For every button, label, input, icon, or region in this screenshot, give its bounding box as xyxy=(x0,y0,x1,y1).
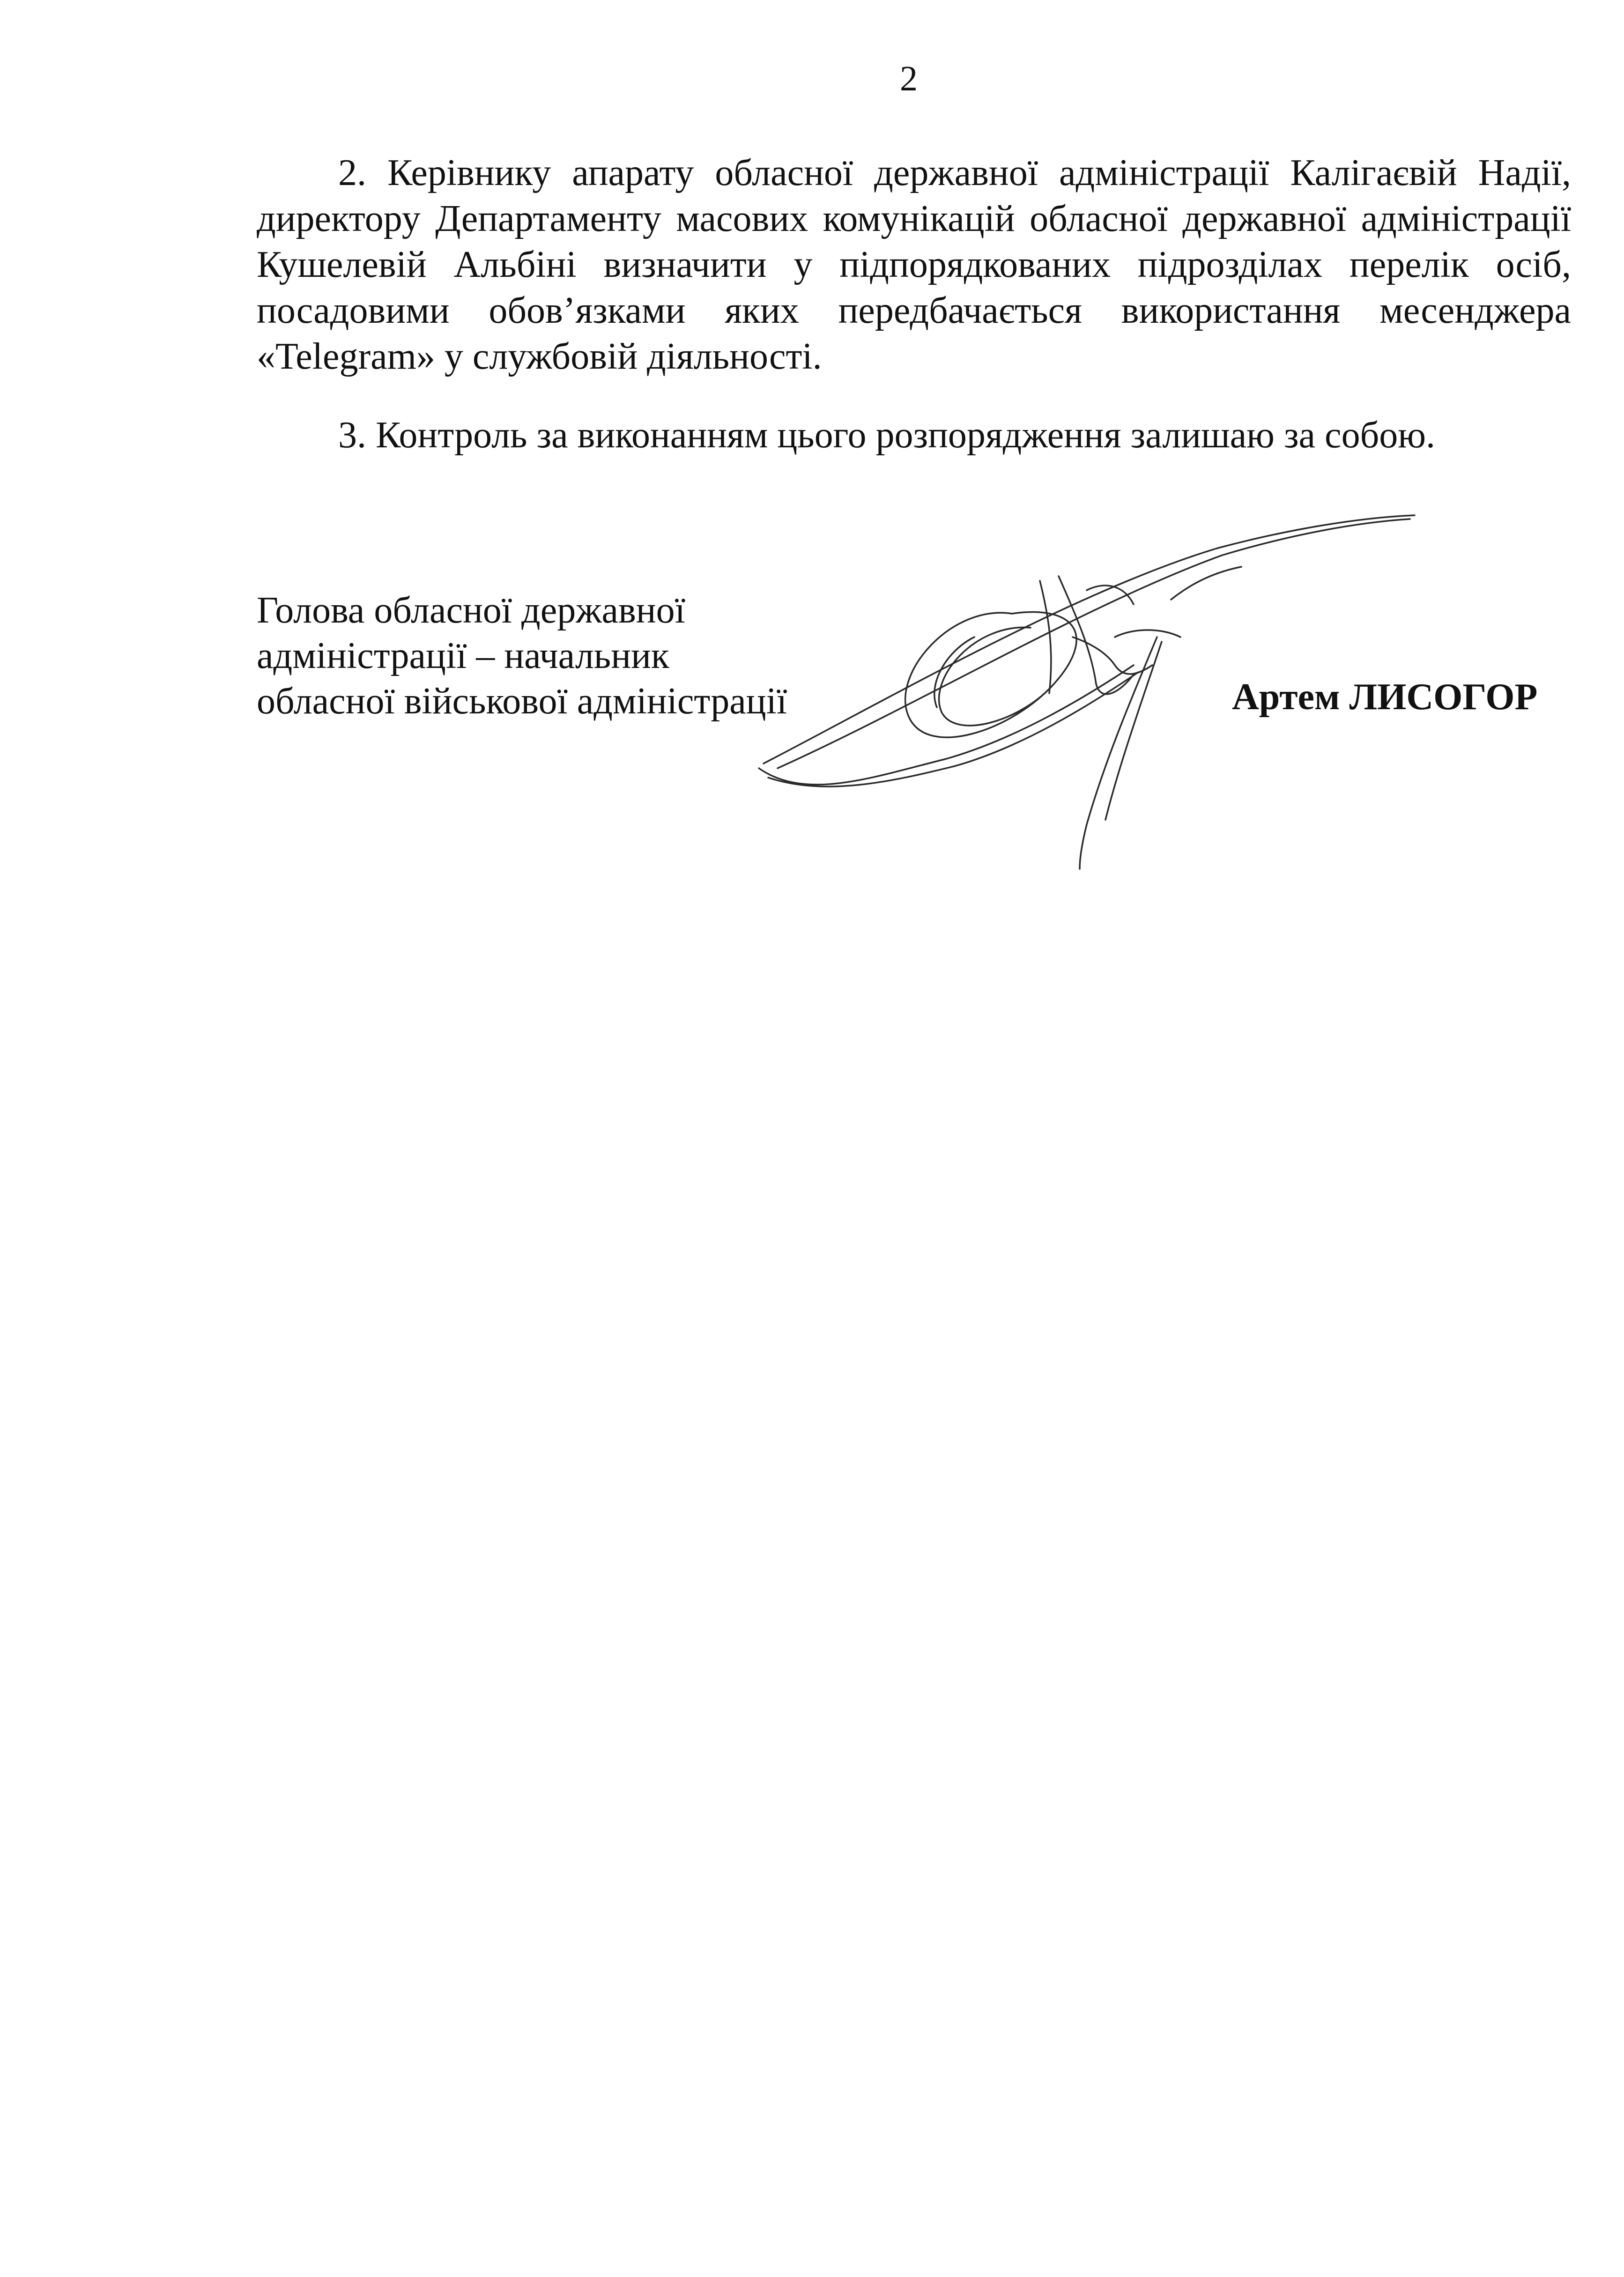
signatory-position xyxy=(257,588,787,724)
signer-name: Артем ЛИСОГОР xyxy=(1232,676,1538,718)
position-line: Голова обласної державної xyxy=(257,590,685,631)
paragraph-line: 3. Контроль за виконанням цього розпорядження залишаю за собою. xyxy=(338,415,1436,456)
paragraph-line: директору Департаменту масових комунікацій обласної державної адміністрації xyxy=(257,198,1571,239)
paragraph-line: «Telegram» у службовій діяльності. xyxy=(257,336,822,377)
paragraph-line: посадовими обов’язками яких передбачається використання месенджера xyxy=(257,290,1571,331)
page-number: 2 xyxy=(900,59,918,98)
paragraph-3 xyxy=(257,412,1571,458)
paragraph-line: Кушелевій Альбіні визначити у підпорядкованих підрозділах перелік осіб, xyxy=(257,244,1571,285)
position-line: обласної військової адміністрації xyxy=(257,681,787,722)
paragraph-line: 2. Керівнику апарату обласної державної адміністрації Калігаєвій Надії, xyxy=(338,152,1571,193)
position-line: адміністрації – начальник xyxy=(257,635,669,676)
paragraph-2 xyxy=(257,150,1571,379)
